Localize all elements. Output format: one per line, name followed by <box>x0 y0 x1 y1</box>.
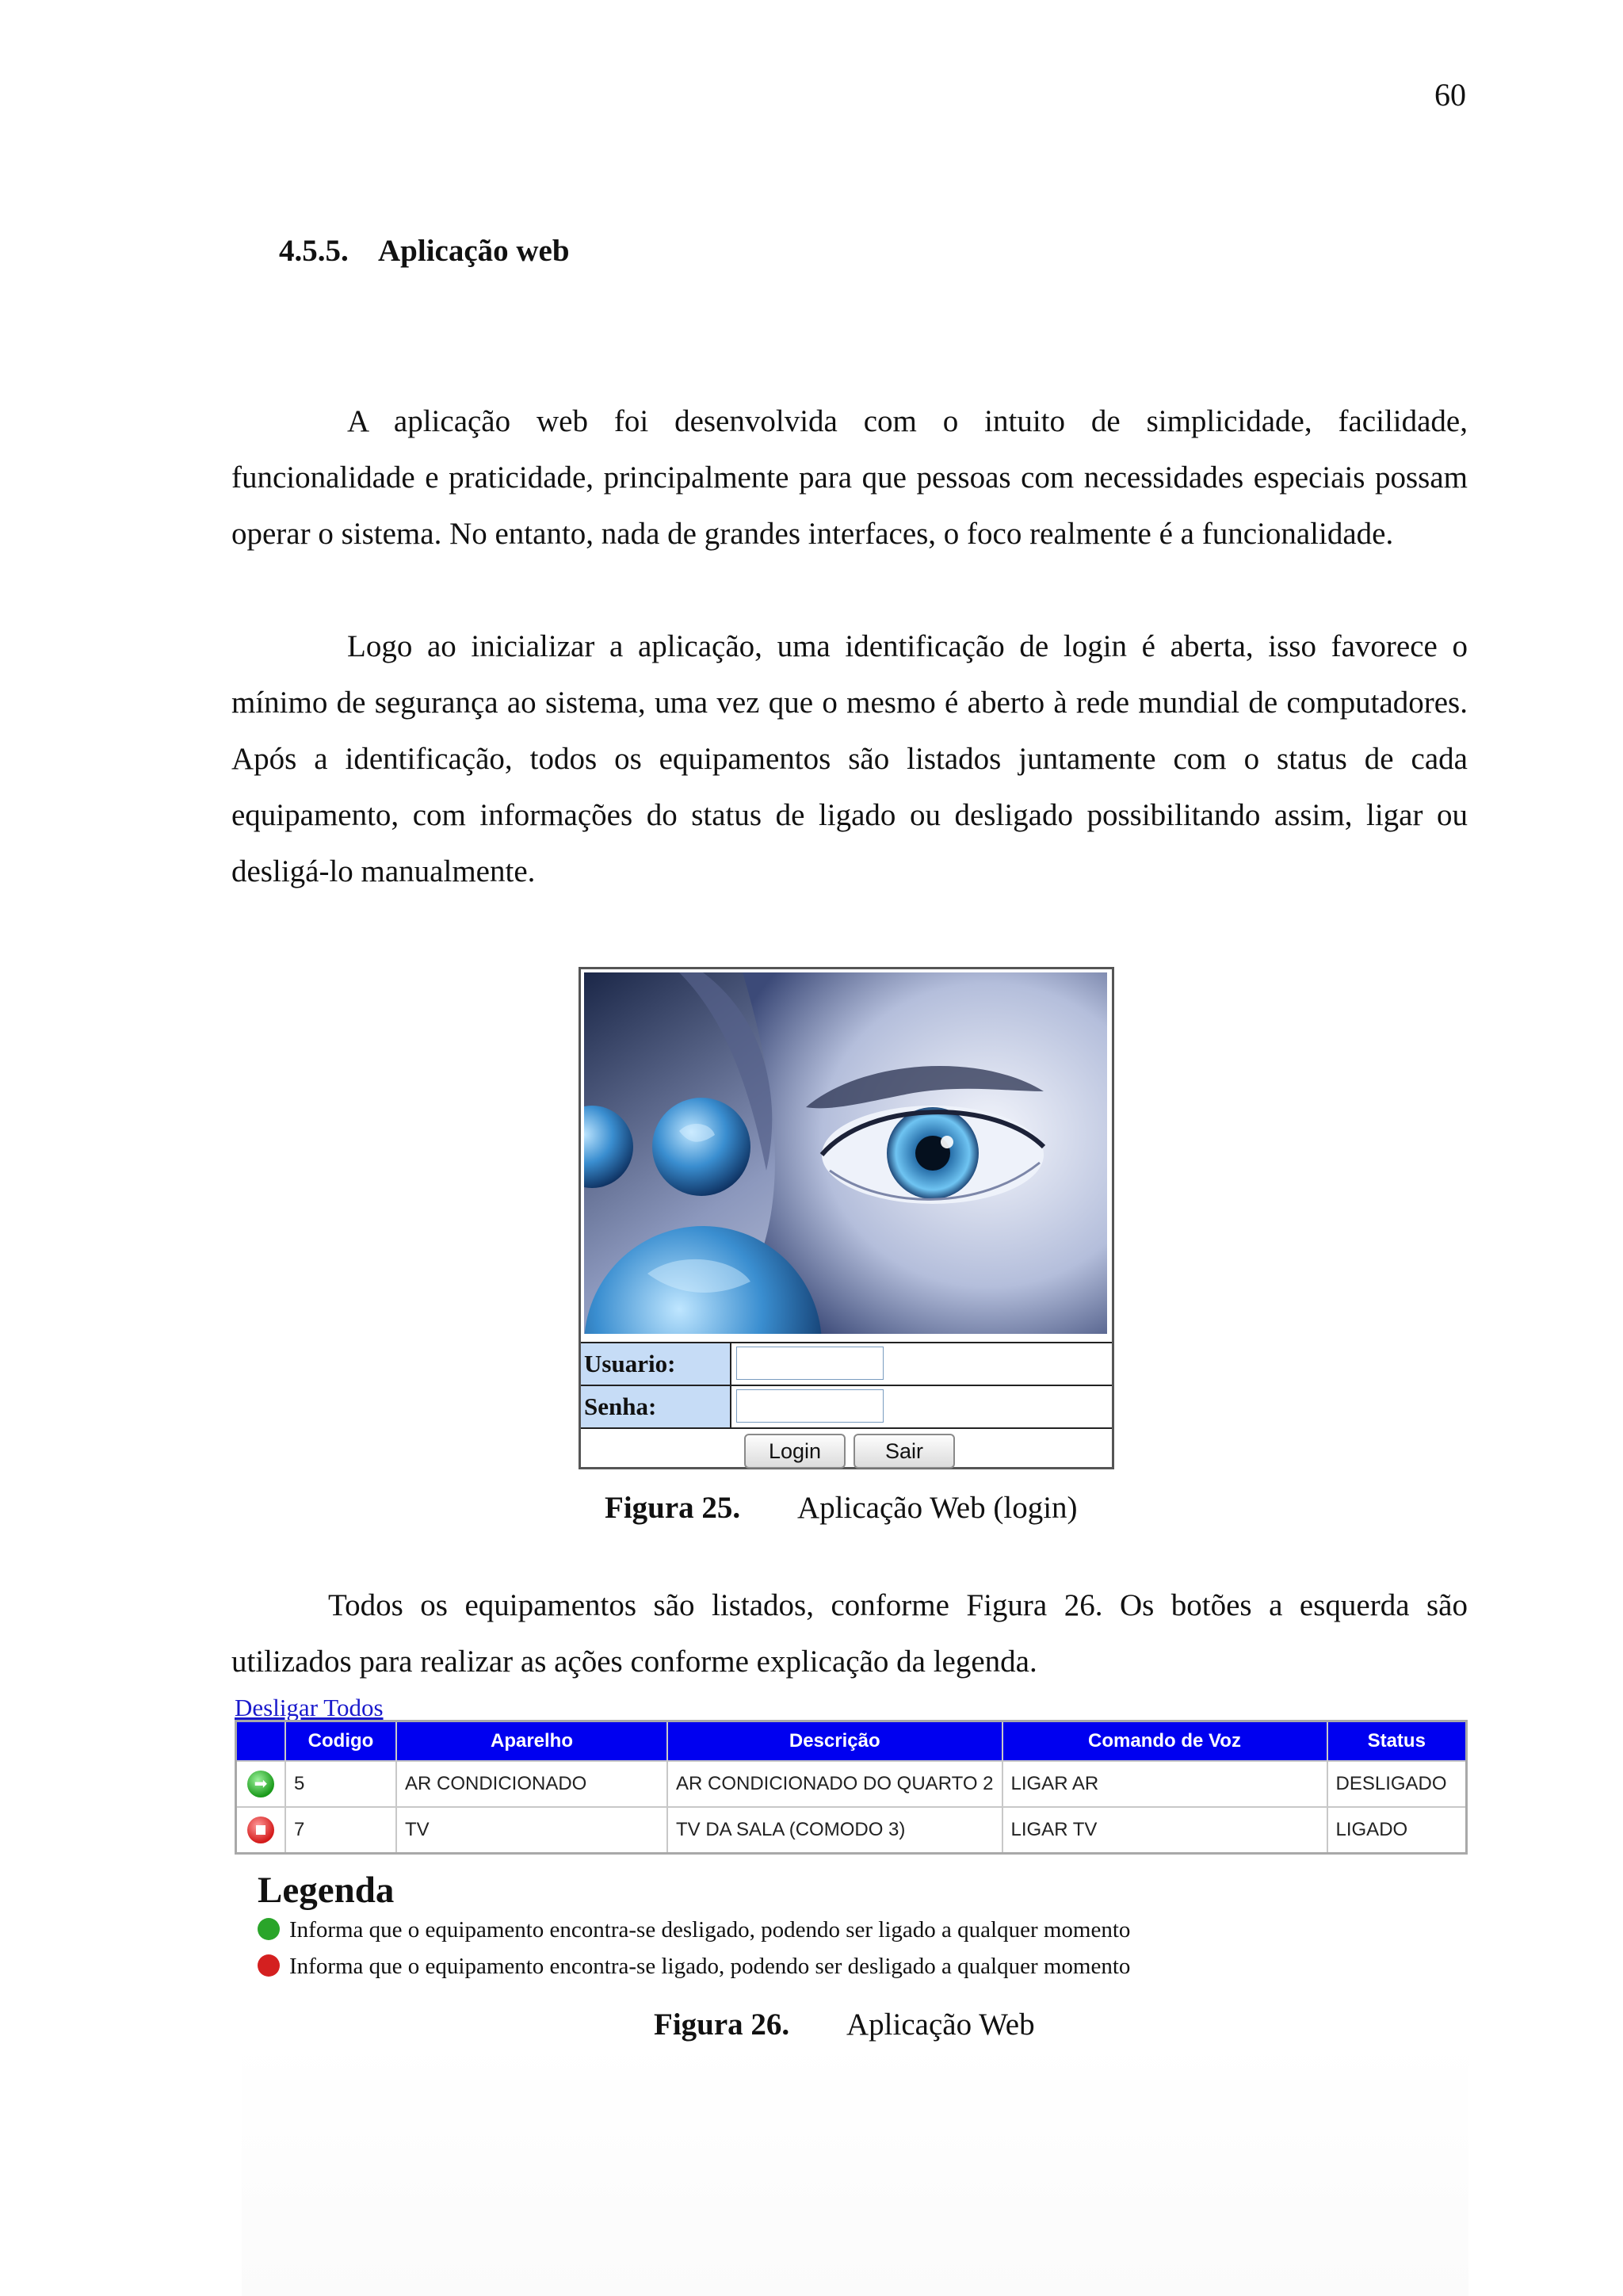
login-button[interactable]: Login <box>744 1434 846 1469</box>
column-header: Descrição <box>667 1721 1002 1762</box>
green-dot-icon <box>258 1918 280 1940</box>
usuario-label: Usuario: <box>581 1343 731 1385</box>
aparelho-cell: TV <box>396 1807 667 1854</box>
figure-26-caption <box>654 2007 1035 2042</box>
senha-row <box>581 1385 1112 1427</box>
table-row <box>236 1807 1467 1854</box>
sair-button[interactable]: Sair <box>854 1434 955 1469</box>
paragraph: Logo ao inicializar a aplicação, uma identificação de login é aberta, isso favorece o mínimo de segurança ao sistema, uma vez que o mesmo é aberto à rede mundial de computadores. Após a identificação, todos os equipamentos são listados juntamente com o status de cada equipamento, com informações do status de ligado ou desligado possibilitando assim, ligar ou desligá-lo manualmente. <box>231 629 1468 888</box>
equipment-table <box>235 1720 1468 1855</box>
eye-illustration <box>584 972 1107 1334</box>
paragraph: Todos os equipamentos são listados, conforme Figura 26. Os botões a esquerda são utilizados para realizar as ações conforme explicação da legenda. <box>231 1588 1468 1679</box>
legend-item-ligado: Informa que o equipamento encontra-se ligado, podendo ser desligado a qualquer momento <box>258 1948 1130 1985</box>
power-off-icon[interactable] <box>247 1817 274 1843</box>
usuario-input[interactable] <box>736 1347 884 1380</box>
red-dot-icon <box>258 1954 280 1977</box>
column-header: Aparelho <box>396 1721 667 1762</box>
descricao-cell: TV DA SALA (COMODO 3) <box>667 1807 1002 1854</box>
icon-column-header <box>236 1721 286 1762</box>
caption-text: Aplicação Web <box>846 2008 1035 2042</box>
action-cell <box>236 1807 286 1854</box>
caption-text: Aplicação Web (login) <box>797 1491 1078 1525</box>
desligar-todos-link[interactable]: Desligar Todos <box>235 1694 384 1721</box>
comando-cell: LIGAR AR <box>1002 1761 1327 1807</box>
page-number: 60 <box>1434 77 1466 113</box>
codigo-cell: 5 <box>285 1761 396 1807</box>
senha-label: Senha: <box>581 1386 731 1427</box>
status-cell: LIGADO <box>1327 1807 1467 1854</box>
button-row <box>581 1427 1112 1473</box>
eye-globe-photo <box>584 972 1107 1334</box>
comando-cell: LIGAR TV <box>1002 1807 1327 1854</box>
column-header: Codigo <box>285 1721 396 1762</box>
legend-item-desligado: Informa que o equipamento encontra-se desligado, podendo ser ligado a qualquer momento <box>258 1912 1130 1948</box>
codigo-cell: 7 <box>285 1807 396 1854</box>
section-heading <box>279 233 570 269</box>
caption-label: Figura 26. <box>654 2008 790 2042</box>
login-figure <box>579 967 1114 1469</box>
background-shade <box>242 2038 1468 2296</box>
table-row <box>236 1761 1467 1807</box>
power-on-icon[interactable] <box>247 1771 274 1797</box>
action-cell <box>236 1761 286 1807</box>
column-header: Comando de Voz <box>1002 1721 1327 1762</box>
status-cell: DESLIGADO <box>1327 1761 1467 1807</box>
senha-input[interactable] <box>736 1389 884 1423</box>
legend-title: Legenda <box>258 1870 395 1911</box>
caption-label: Figura 25. <box>605 1491 741 1525</box>
legend <box>258 1869 1130 1985</box>
aparelho-cell: AR CONDICIONADO <box>396 1761 667 1807</box>
column-header: Status <box>1327 1721 1467 1762</box>
usuario-row <box>581 1342 1112 1385</box>
paragraph: A aplicação web foi desenvolvida com o intuito de simplicidade, facilidade, funcionalidade e praticidade, principalmente para que pessoas com necessidades especiais possam operar o sistema. No entanto, nada de grandes interfaces, o foco realmente é a funcionalidade. <box>231 404 1468 551</box>
table-header-row <box>236 1721 1467 1762</box>
descricao-cell: AR CONDICIONADO DO QUARTO 2 <box>667 1761 1002 1807</box>
section-number: 4.5.5. <box>279 234 349 268</box>
figure-25-caption <box>605 1490 1078 1526</box>
section-title: Aplicação web <box>378 234 570 268</box>
